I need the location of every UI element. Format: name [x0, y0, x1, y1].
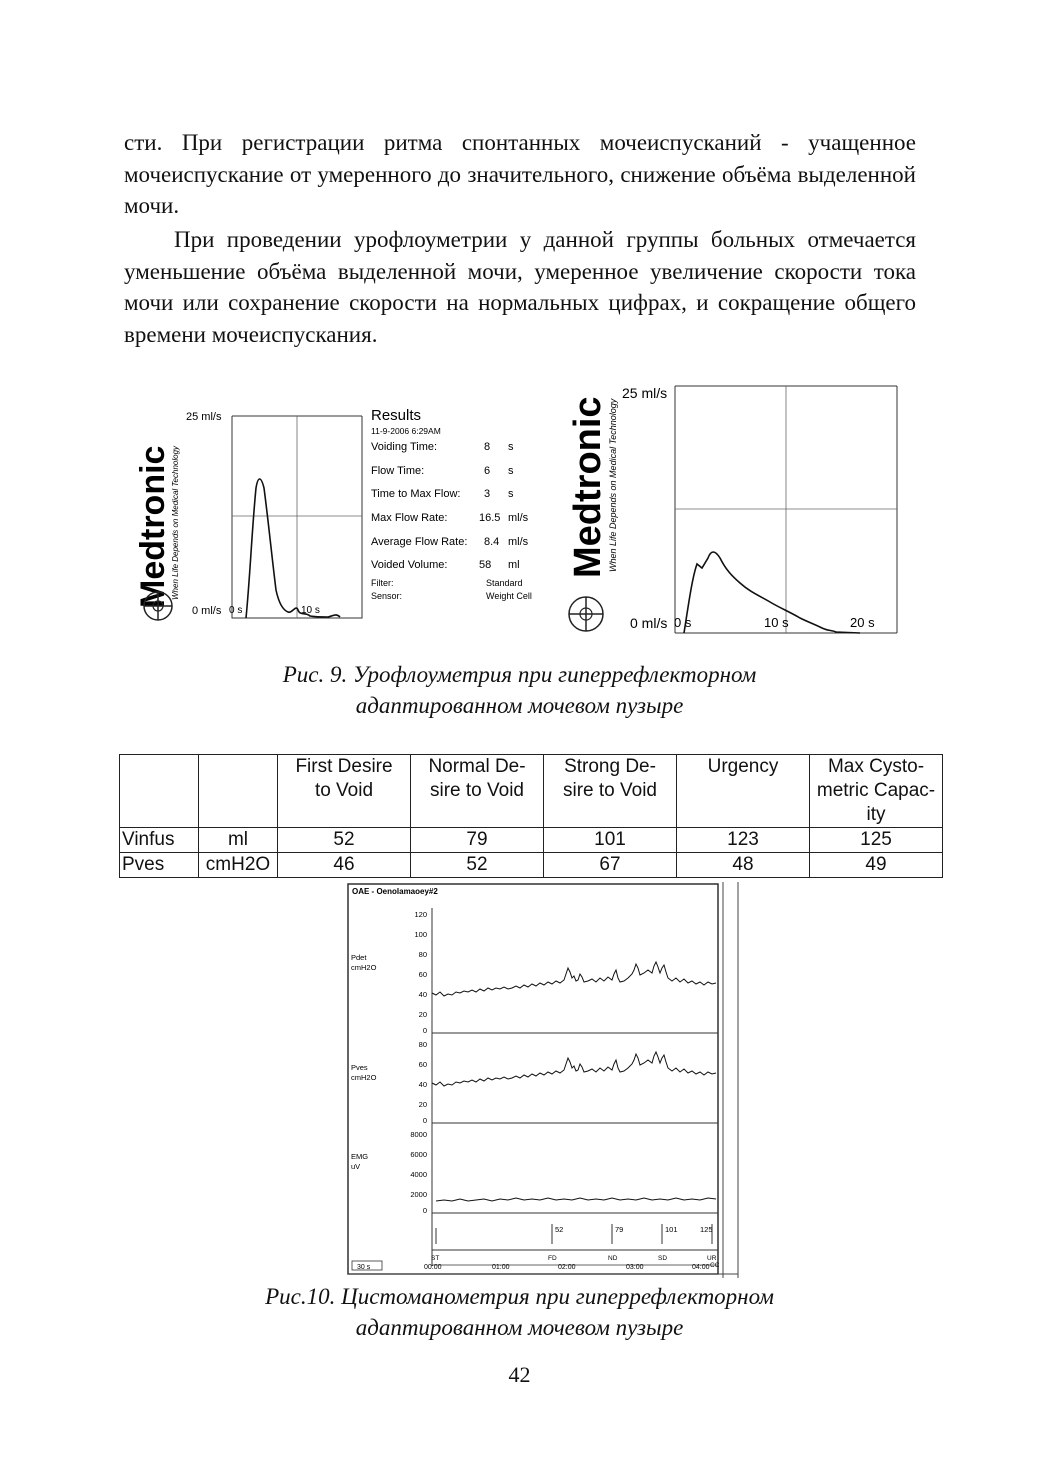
event-volume: 125	[700, 1225, 713, 1234]
x-tick-label: 0 s	[674, 615, 692, 630]
paragraph-2: При проведении урофлоуметрии у данной группы больных отмечается уменьшение объёма выделенной мочи, умеренное увеличение скорости тока мочи или сохранение скорости на нормальных цифрах, и сокращение общего времени мочеиспускания.	[124, 227, 916, 347]
time-label: 04:00	[692, 1264, 710, 1271]
time-label: 02:00	[558, 1264, 576, 1271]
uroflow-chart-left	[134, 398, 548, 626]
channel-label: EMG	[351, 1152, 369, 1161]
time-label: 01:00	[492, 1264, 510, 1271]
y-top-label: 25 ml/s	[186, 411, 222, 423]
results-row-label: Average Flow Rate:	[371, 536, 468, 548]
event-volume: 52	[555, 1225, 564, 1234]
table-cell: 52	[411, 853, 544, 878]
results-row-unit: ml/s	[508, 536, 529, 548]
table-header-cell	[120, 755, 199, 828]
paragraph-1: сти. При регистрации ритма спонтанных мочеиспусканий - учащенное мочеиспускание от умеренного до значительного, снижение объёма выделенной мочи.	[124, 130, 916, 218]
time-label: 03:00	[626, 1264, 644, 1271]
results-row-unit: ml	[508, 559, 520, 571]
results-datetime: 11-9-2006 6:29AM	[371, 426, 441, 436]
x-tick-label: 10 s	[301, 605, 320, 616]
event-label: UR	[707, 1255, 717, 1262]
row-name-cell: Vinfus	[120, 828, 199, 853]
y-tick-label: 60	[418, 1060, 427, 1069]
y-zero-label: 0 ml/s	[192, 605, 222, 617]
table-header-cell	[677, 755, 810, 828]
urodynamic-table	[119, 754, 943, 878]
caption-line: Рис.10. Цистоманометрия при гиперрефлекторном	[265, 1284, 774, 1309]
event-label: FD	[548, 1255, 557, 1262]
x-tick-label: 20 s	[850, 615, 875, 630]
channel-unit: uV	[351, 1162, 361, 1171]
table-cell: 49	[810, 853, 943, 878]
row-unit-cell: cmH2O	[199, 853, 278, 878]
header-line: ity	[866, 804, 886, 825]
y-tick-label: 20	[418, 1010, 427, 1019]
caption-line: адаптированном мочевом пузыре	[355, 693, 684, 718]
results-row-label: Flow Time:	[371, 465, 425, 477]
y-tick-label: 100	[414, 930, 427, 939]
caption-line: адаптированном мочевом пузыре	[355, 1315, 684, 1340]
table-cell: 48	[677, 853, 810, 878]
y-tick-label: 0	[422, 1116, 427, 1125]
results-title: Results	[371, 407, 422, 424]
table-row	[120, 853, 943, 878]
cystometry-chart	[340, 878, 750, 1280]
table-cell: 46	[278, 853, 411, 878]
table-header-cell	[544, 755, 677, 828]
page-number: 42	[508, 1362, 531, 1387]
table-header-cell	[411, 755, 544, 828]
results-row-value: 8	[484, 441, 491, 453]
results-row-label: Voiding Time:	[371, 441, 438, 453]
table-cell: 101	[544, 828, 677, 853]
y-tick-label: 8000	[410, 1130, 427, 1139]
results-row-label: Time to Max Flow:	[371, 488, 461, 500]
results-row-label: Max Flow Rate:	[371, 512, 448, 524]
medtronic-emblem-icon	[569, 597, 603, 631]
results-row-label: Filter:	[371, 578, 394, 588]
header-line: First Desire	[295, 756, 393, 777]
header-line: Max Cysto-	[827, 756, 925, 777]
y-top-label: 25 ml/s	[622, 385, 668, 401]
table-header-cell	[199, 755, 278, 828]
results-row-unit: s	[508, 465, 514, 477]
header-line: Urgency	[707, 756, 779, 777]
y-tick-label: 20	[418, 1100, 427, 1109]
table-cell: 52	[278, 828, 411, 853]
table-header-cell	[810, 755, 943, 828]
results-row-value: 58	[479, 559, 492, 571]
results-row-value: Standard	[486, 578, 523, 588]
flow-curve	[246, 479, 340, 618]
event-label: SD	[658, 1255, 668, 1262]
figure-10-caption	[0, 1281, 1039, 1343]
chart-title: OAE - Oenolamaoey#2	[352, 887, 438, 896]
results-row-unit: ml/s	[508, 512, 529, 524]
uroflow-chart-right	[560, 378, 900, 636]
pves-trace	[432, 1052, 716, 1086]
event-volume: 79	[615, 1225, 624, 1234]
y-tick-label: 0	[422, 1026, 427, 1035]
row-name-cell: Pves	[120, 853, 199, 878]
channel-unit: cmH2O	[351, 963, 377, 972]
table-header-row	[120, 755, 943, 828]
event-volume: 101	[665, 1225, 678, 1234]
y-tick-label: 120	[414, 910, 427, 919]
caption-line: Рис. 9. Урофлоуметрия при гиперрефлекторном	[282, 662, 757, 687]
y-tick-label: 40	[418, 990, 427, 999]
x-tick-label: 0 s	[229, 605, 243, 616]
results-row-value: 16.5	[479, 512, 501, 524]
results-row-value: 8.4	[484, 536, 500, 548]
header-line: metric Capac-	[816, 780, 936, 801]
results-panel	[371, 407, 532, 601]
y-tick-label: 40	[418, 1080, 427, 1089]
header-line: to Void	[314, 780, 374, 801]
pdet-trace	[432, 962, 716, 996]
medtronic-tagline: When Life Depends on Medical Technology	[171, 445, 180, 600]
channel-unit: cmH2O	[351, 1073, 377, 1082]
medtronic-logo: Medtronic	[134, 445, 172, 608]
event-label: CC	[710, 1262, 720, 1269]
figure-9-caption	[0, 659, 1039, 721]
table-row	[120, 828, 943, 853]
results-row-unit: s	[508, 488, 514, 500]
y-tick-label: 2000	[410, 1190, 427, 1199]
scale-label: 30 s	[357, 1264, 371, 1271]
event-label: ST	[431, 1255, 440, 1262]
channel-label: Pdet	[351, 953, 367, 962]
table-header-cell	[278, 755, 411, 828]
row-unit-cell: ml	[199, 828, 278, 853]
header-line: Normal De-	[428, 756, 526, 777]
y-tick-label: 80	[418, 1040, 427, 1049]
results-row-label: Sensor:	[371, 591, 403, 601]
results-row-value: 6	[484, 465, 491, 477]
y-tick-label: 0	[422, 1206, 427, 1215]
results-row-value: Weight Cell	[486, 591, 532, 601]
header-line: Strong De-	[564, 756, 656, 777]
header-line: sire to Void	[430, 780, 524, 801]
results-row-unit: s	[508, 441, 514, 453]
channel-label: Pves	[351, 1063, 368, 1072]
table-cell: 79	[411, 828, 544, 853]
table-cell: 125	[810, 828, 943, 853]
medtronic-logo: Medtronic	[567, 396, 609, 578]
medtronic-tagline: When Life Depends on Medical Technology	[608, 398, 618, 572]
table-cell: 123	[677, 828, 810, 853]
header-line: sire to Void	[563, 780, 657, 801]
results-row-label: Voided Volume:	[371, 559, 448, 571]
event-label: ND	[608, 1255, 618, 1262]
y-tick-label: 80	[418, 950, 427, 959]
results-row-value: 3	[484, 488, 491, 500]
y-zero-label: 0 ml/s	[630, 615, 668, 631]
table-cell: 67	[544, 853, 677, 878]
x-tick-label: 10 s	[764, 615, 789, 630]
time-label: 00:00	[424, 1264, 442, 1271]
medtronic-emblem-icon	[144, 592, 172, 620]
y-tick-label: 60	[418, 970, 427, 979]
emg-trace	[436, 1198, 716, 1201]
y-tick-label: 6000	[410, 1150, 427, 1159]
y-tick-label: 4000	[410, 1170, 427, 1179]
